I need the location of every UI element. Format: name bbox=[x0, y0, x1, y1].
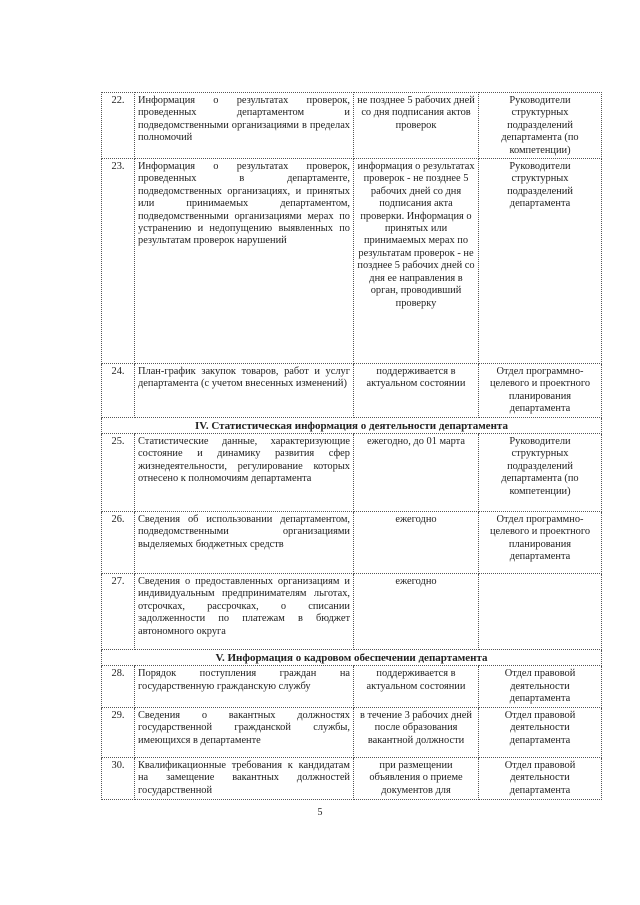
row-number: 30. bbox=[102, 757, 135, 799]
table-row bbox=[102, 574, 602, 650]
responsible-unit: Руководители структурных подразделений департамента (по компетенции) bbox=[479, 434, 602, 512]
row-number: 28. bbox=[102, 666, 135, 707]
section-header-row bbox=[102, 650, 602, 666]
table-row bbox=[102, 707, 602, 757]
section-title: V. Информация о кадровом обеспечении департамента bbox=[102, 650, 602, 666]
information-name: План-график закупок товаров, работ и услуг департамента (с учетом внесенных изменений) bbox=[135, 364, 354, 418]
table-row bbox=[102, 364, 602, 418]
information-name: Информация о результатах проверок, проведенных департаментом и подведомственными организациями в пределах полномочий bbox=[135, 93, 354, 159]
responsible-unit: Руководители структурных подразделений департамента (по компетенции) bbox=[479, 93, 602, 159]
row-number: 27. bbox=[102, 574, 135, 650]
responsible-unit: Отдел правовой деятельности департамента bbox=[479, 666, 602, 707]
table-row bbox=[102, 757, 602, 799]
row-number: 22. bbox=[102, 93, 135, 159]
responsible-unit: Отдел программно-целевого и проектного планирования департамента bbox=[479, 512, 602, 574]
row-number: 24. bbox=[102, 364, 135, 418]
placement-term: ежегодно bbox=[354, 574, 479, 650]
information-name: Информация о результатах проверок, проведенных в департаменте, подведомственных организациях, и принятых или принимаемых департаментом, подведомственными организациями мерах по устранению и недопущению выявленных по результатам проверок нарушений bbox=[135, 159, 354, 364]
table-body bbox=[102, 93, 602, 800]
placement-term: при размещении объявления о приеме документов для bbox=[354, 757, 479, 799]
placement-term: ежегодно bbox=[354, 512, 479, 574]
responsible-unit: Отдел правовой деятельности департамента bbox=[479, 707, 602, 757]
information-name: Квалификационные требования к кандидатам на замещение вакантных должностей государственной bbox=[135, 757, 354, 799]
section-header-row bbox=[102, 417, 602, 433]
placement-term: поддерживается в актуальном состоянии bbox=[354, 364, 479, 418]
table-row bbox=[102, 434, 602, 512]
responsible-unit: Руководители структурных подразделений департамента bbox=[479, 159, 602, 364]
information-name: Сведения о предоставленных организациям и индивидуальным предпринимателям льготах, отсрочках, рассрочках, о списании задолженности по платежам в бюджет автономного округа bbox=[135, 574, 354, 650]
row-number: 26. bbox=[102, 512, 135, 574]
row-number: 29. bbox=[102, 707, 135, 757]
table-row bbox=[102, 93, 602, 159]
information-name: Сведения о вакантных должностях государственной гражданской службы, имеющихся в департаменте bbox=[135, 707, 354, 757]
responsible-unit bbox=[479, 574, 602, 650]
row-number: 23. bbox=[102, 159, 135, 364]
information-name: Сведения об использовании департаментом, подведомственными организациями выделяемых бюджетных средств bbox=[135, 512, 354, 574]
table-row bbox=[102, 512, 602, 574]
information-list-table bbox=[101, 92, 602, 800]
information-name: Статистические данные, характеризующие состояние и динамику развития сфер жизнедеятельности, регулирование которых отнесено к полномочиям департамента bbox=[135, 434, 354, 512]
placement-term: поддерживается в актуальном состоянии bbox=[354, 666, 479, 707]
table-row bbox=[102, 159, 602, 364]
row-number: 25. bbox=[102, 434, 135, 512]
page-number: 5 bbox=[317, 807, 323, 818]
placement-term: в течение 3 рабочих дней после образования вакантной должности bbox=[354, 707, 479, 757]
information-name: Порядок поступления граждан на государственную гражданскую службу bbox=[135, 666, 354, 707]
responsible-unit: Отдел программно-целевого и проектного планирования департамента bbox=[479, 364, 602, 418]
placement-term: не позднее 5 рабочих дней со дня подписания актов проверок bbox=[354, 93, 479, 159]
placement-term: ежегодно, до 01 марта bbox=[354, 434, 479, 512]
placement-term: информация о результатах проверок - не позднее 5 рабочих дней со дня подписания акта проверки. Информация о принятых или принимаемых мерах по результатам проверок - не позднее 5 рабочих дней со дня ее направления в орган, проводивший проверку bbox=[354, 159, 479, 364]
table-row bbox=[102, 666, 602, 707]
section-title: IV. Статистическая информация о деятельности департамента bbox=[102, 417, 602, 433]
responsible-unit: Отдел правовой деятельности департамента bbox=[479, 757, 602, 799]
